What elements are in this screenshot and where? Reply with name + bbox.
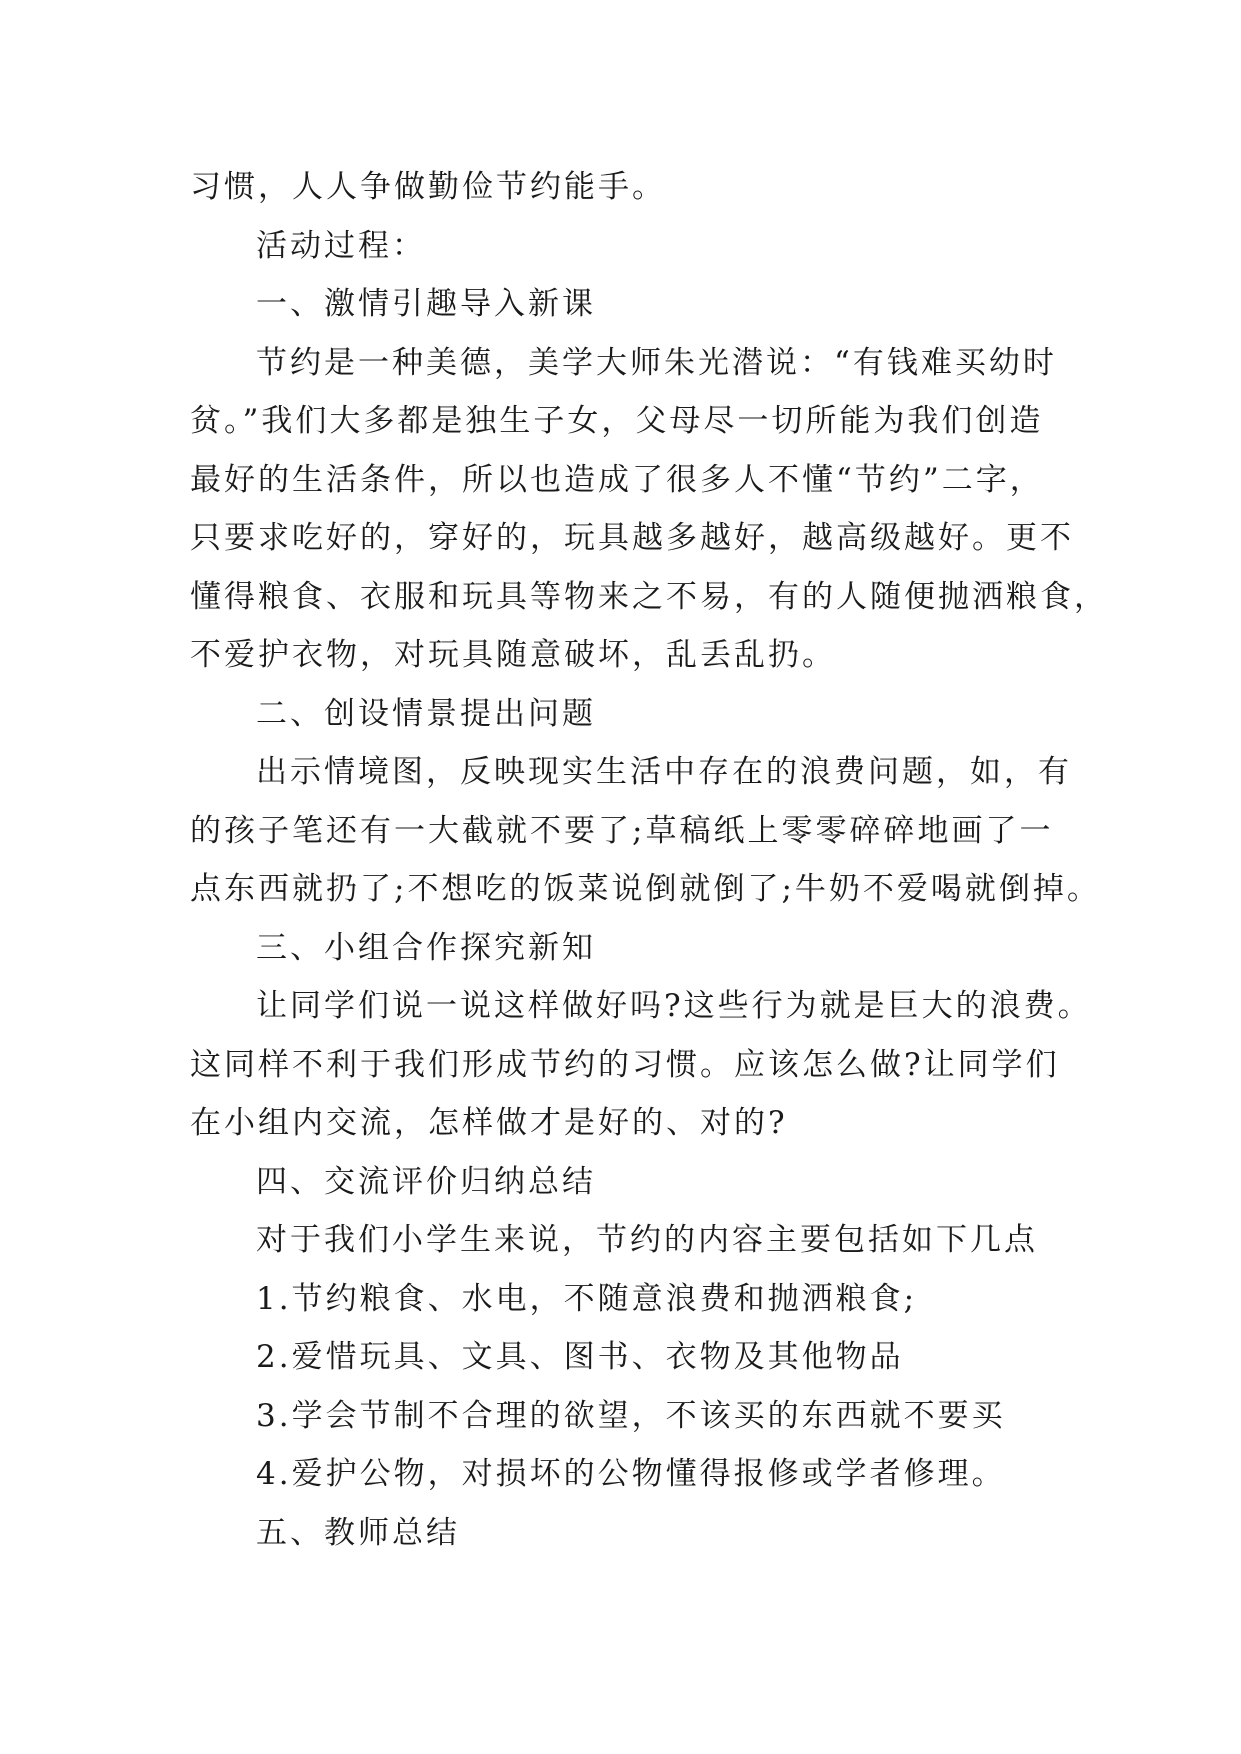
text-line: 的孩子笔还有一大截就不要了;草稿纸上零零碎碎地画了一 bbox=[190, 812, 1054, 849]
text-line: 最好的生活条件，所以也造成了很多人不懂“节约”二字， bbox=[190, 461, 1044, 498]
document-body bbox=[190, 158, 1108, 1562]
list-item: 4.爱护公物，对损坏的公物懂得报修或学者修理。 bbox=[256, 1456, 1006, 1492]
text-line: 出示情境图，反映现实生活中存在的浪费问题，如，有 bbox=[256, 754, 1072, 790]
text-line: 懂得粮食、衣服和玩具等物来之不易，有的人随便抛洒粮食， bbox=[190, 578, 1108, 615]
heading-step-5: 五、教师总结 bbox=[256, 1514, 460, 1551]
heading-step-4: 四、交流评价归纳总结 bbox=[256, 1163, 596, 1200]
text-line: 这同样不利于我们形成节约的习惯。应该怎么做?让同学们 bbox=[190, 1046, 1060, 1083]
section-label-activity-process: 活动过程： bbox=[256, 227, 426, 264]
text-line: 对于我们小学生来说，节约的内容主要包括如下几点 bbox=[256, 1222, 1038, 1258]
list-item: 2.爱惜玩具、文具、图书、衣物及其他物品 bbox=[256, 1339, 904, 1375]
text-line: 贫。”我们大多都是独生子女，父母尽一切所能为我们创造 bbox=[190, 403, 1044, 439]
list-item: 3.学会节制不合理的欲望，不该买的东西就不要买 bbox=[256, 1397, 1006, 1434]
text-line: 习惯，人人争做勤俭节约能手。 bbox=[190, 169, 666, 205]
text-line: 不爱护衣物，对玩具随意破坏，乱丢乱扔。 bbox=[190, 637, 836, 673]
list-item: 1.节约粮食、水电，不随意浪费和抛洒粮食; bbox=[256, 1280, 918, 1317]
text-line: 点东西就扔了;不想吃的饭菜说倒就倒了;牛奶不爱喝就倒掉。 bbox=[190, 871, 1101, 907]
text-line: 节约是一种美德，美学大师朱光潜说：“有钱难买幼时 bbox=[256, 344, 1057, 381]
heading-step-1: 一、激情引趣导入新课 bbox=[256, 286, 596, 322]
text-line: 在小组内交流，怎样做才是好的、对的? bbox=[190, 1105, 788, 1141]
text-line: 让同学们说一说这样做好吗?这些行为就是巨大的浪费。 bbox=[256, 988, 1092, 1024]
heading-step-3: 三、小组合作探究新知 bbox=[256, 929, 596, 966]
heading-step-2: 二、创设情景提出问题 bbox=[256, 695, 596, 732]
text-line: 只要求吃好的，穿好的，玩具越多越好，越高级越好。更不 bbox=[190, 520, 1074, 556]
